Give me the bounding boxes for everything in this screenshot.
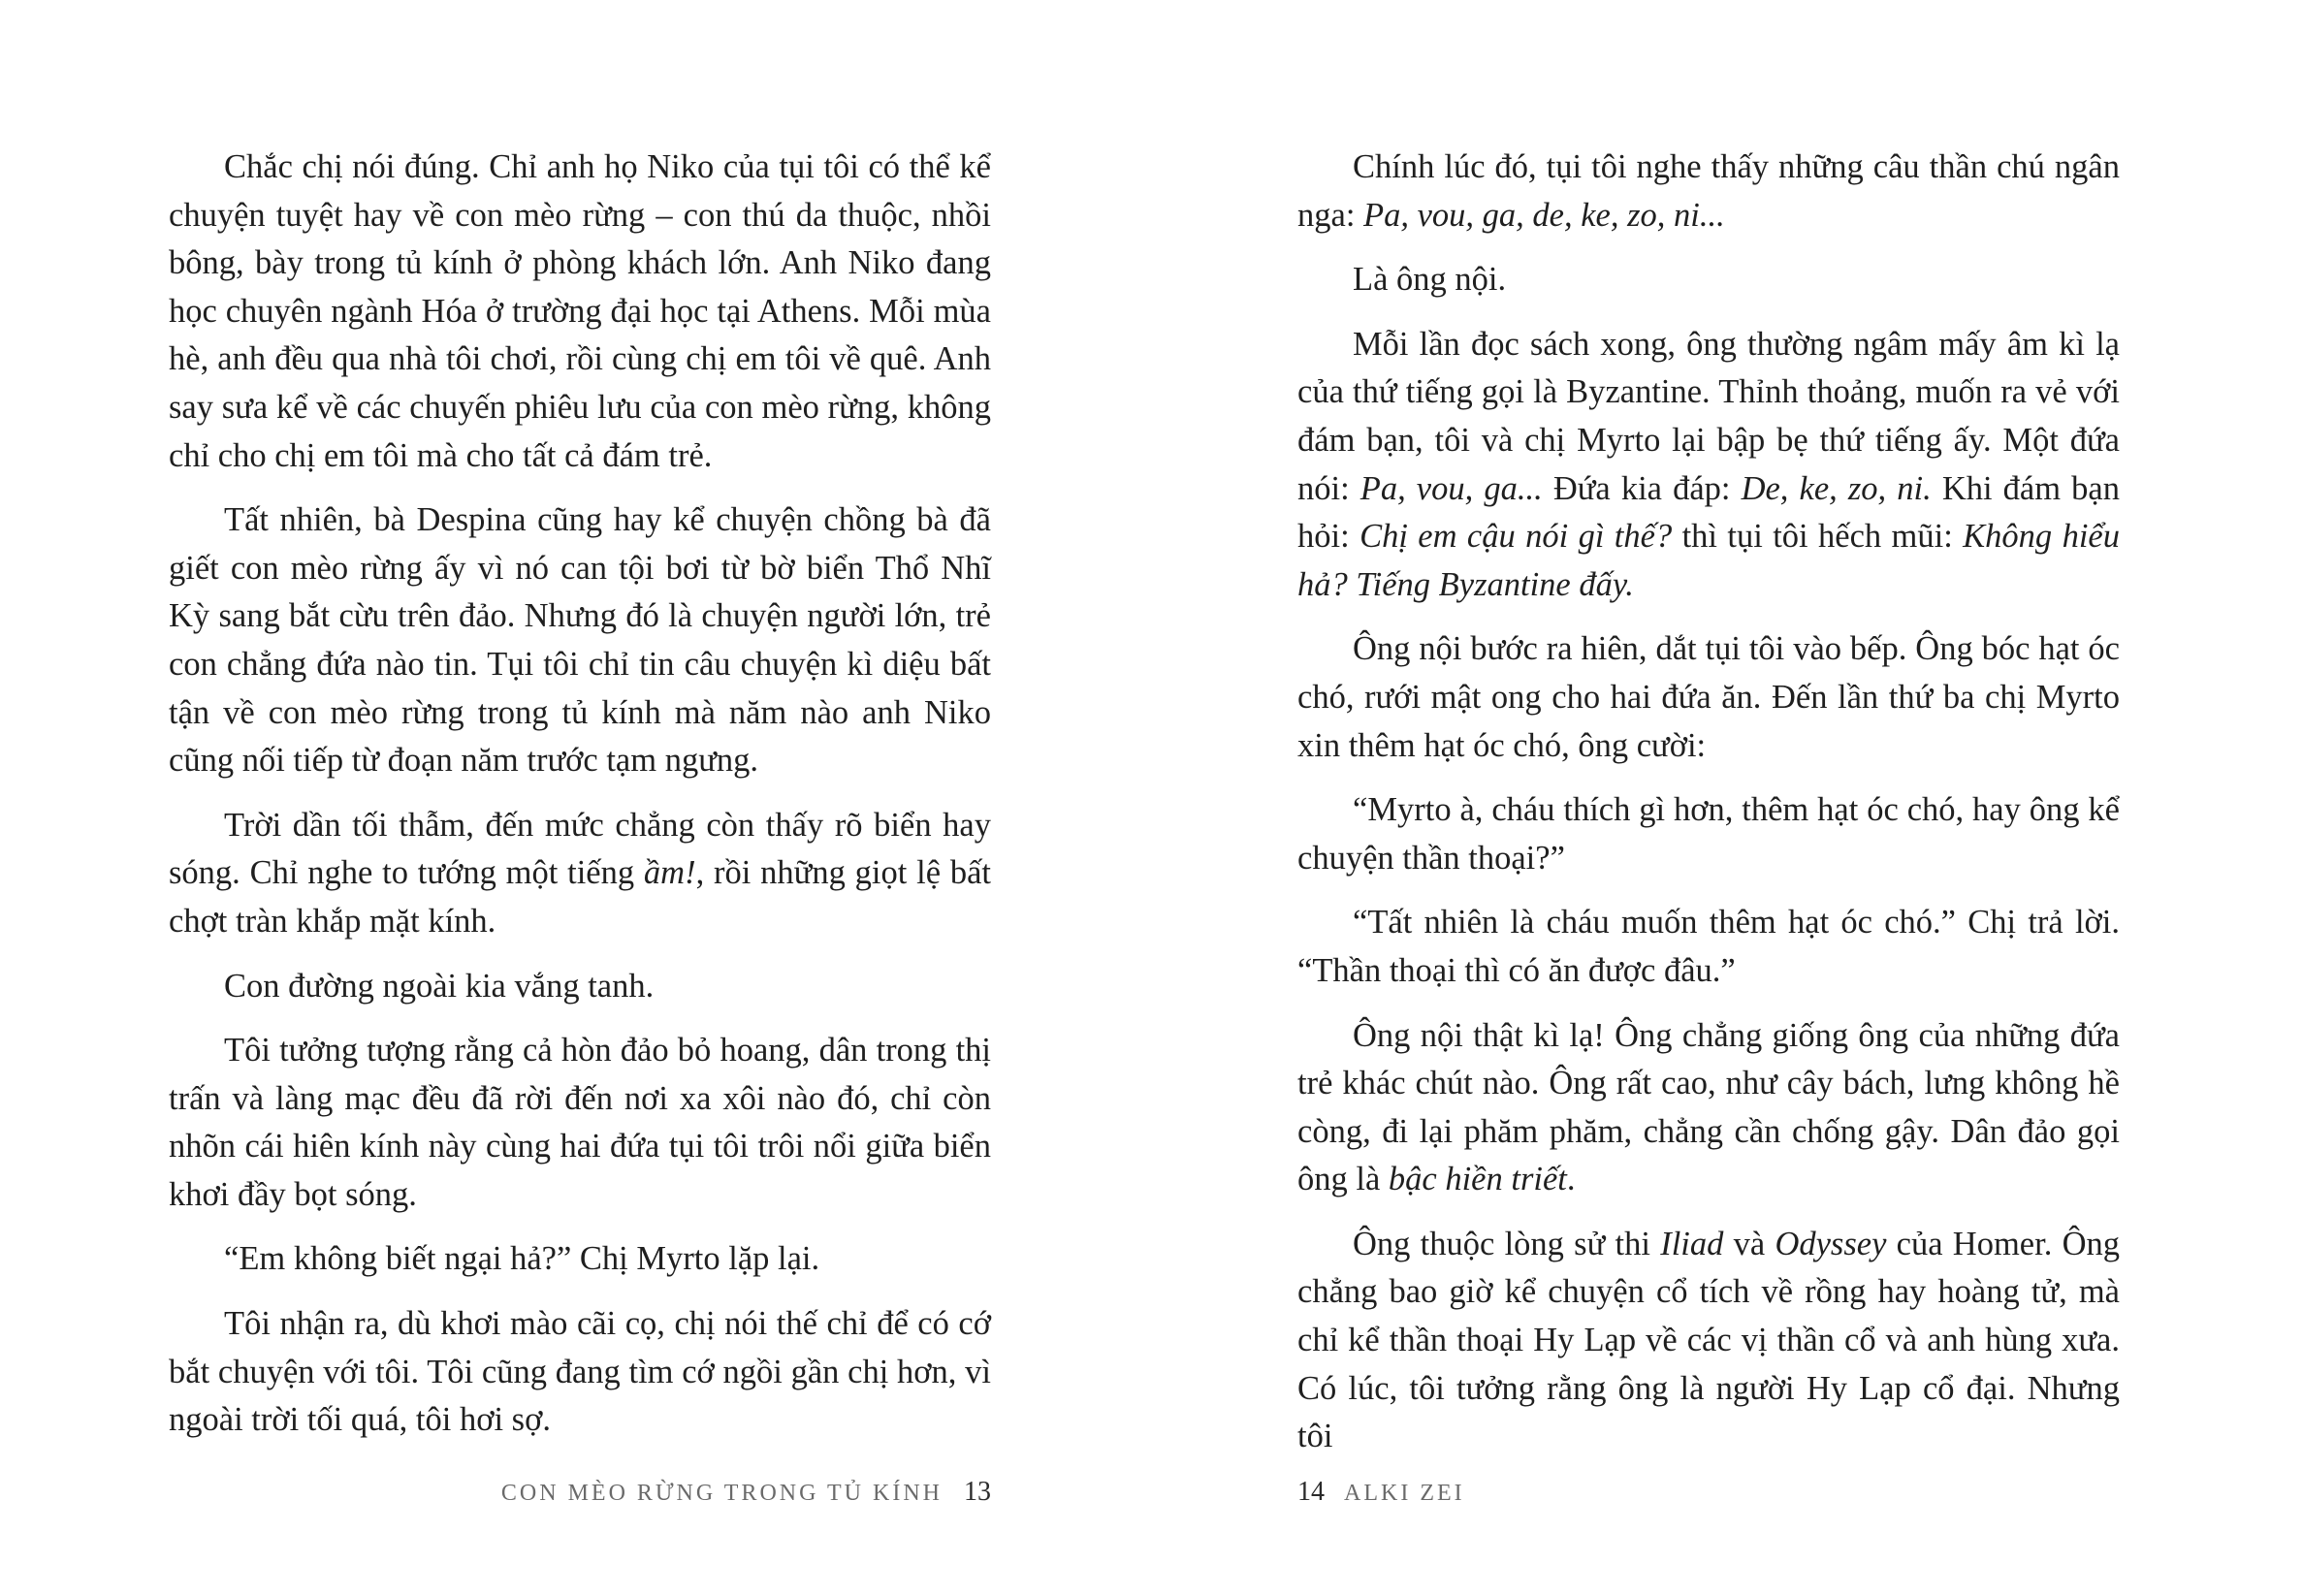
italic-text: bậc hiền triết bbox=[1388, 1161, 1567, 1198]
paragraph bbox=[169, 802, 991, 946]
paragraph bbox=[1297, 1221, 2120, 1461]
right-page bbox=[1151, 0, 2303, 1596]
paragraph-text: Trời dần tối thẫm, đến mức chẳng còn thấy rõ biển hay sóng. Chỉ nghe to tướng một tiếng bbox=[169, 806, 991, 892]
paragraph-text: Ông nội bước ra hiên, dắt tụi tôi vào bếp. Ông bóc hạt óc chó, rưới mật ong cho hai đứa ăn. Đến lần thứ ba chị Myrto xin thêm hạt óc chó, ông cười: bbox=[1297, 630, 2120, 764]
paragraph bbox=[1297, 256, 2120, 304]
paragraph bbox=[1297, 899, 2120, 995]
paragraph bbox=[1297, 321, 2120, 610]
italic-text: De, ke, zo, ni. bbox=[1741, 469, 1932, 507]
paragraph-text: “Tất nhiên là cháu muốn thêm hạt óc chó.” Chị trả lời. “Thần thoại thì có ăn được đâu.” bbox=[1297, 904, 2120, 989]
page-number: 14 bbox=[1297, 1477, 1325, 1507]
italic-text: Chị em cậu nói gì thế? bbox=[1359, 518, 1673, 556]
right-page-footer bbox=[1297, 1477, 1465, 1508]
paragraph-text: Đứa kia đáp: bbox=[1542, 469, 1742, 507]
paragraph-text: Ông thuộc lòng sử thi bbox=[1353, 1225, 1661, 1262]
italic-text: Pa, vou, ga... bbox=[1359, 469, 1543, 507]
left-page bbox=[0, 0, 1151, 1596]
italic-text: Không hiểu hả? Tiếng Byzantine đấy. bbox=[1297, 518, 2120, 603]
paragraph-text: Tôi tưởng tượng rằng cả hòn đảo bỏ hoang, dân trong thị trấn và làng mạc đều đã rời đến nơi xa xôi nào đó, chỉ còn nhõn cái hiên kính này cùng hai đứa tụi tôi trôi nổi giữa biển khơi đầy bọt sóng. bbox=[169, 1032, 991, 1213]
paragraph bbox=[1297, 625, 2120, 770]
running-title: ALKI ZEI bbox=[1344, 1481, 1465, 1506]
paragraph-text: , rồi những giọt lệ bất chợt tràn khắp mặt kính. bbox=[169, 854, 991, 940]
paragraph-text: thì tụi tôi hếch mũi: bbox=[1672, 518, 1964, 556]
paragraph bbox=[169, 496, 991, 785]
italic-text: Pa, vou, ga, de, ke, zo, ni... bbox=[1363, 196, 1725, 234]
paragraph-text: . bbox=[1566, 1161, 1576, 1198]
paragraph bbox=[169, 1027, 991, 1219]
paragraph-text: Tôi nhận ra, dù khơi mào cãi cọ, chị nói thế chỉ để có cớ bắt chuyện với tôi. Tôi cũng đang tìm cớ ngồi gần chị hơn, vì ngoài trời tối quá, tôi hơi sợ. bbox=[169, 1305, 991, 1439]
paragraph-text: Tất nhiên, bà Despina cũng hay kể chuyện chồng bà đã giết con mèo rừng ấy vì nó can tội bơi từ bờ biển Thổ Nhĩ Kỳ sang bắt cừu trên đảo. Nhưng đó là chuyện người lớn, trẻ con chẳng đứa nào tin. Tụi tôi chỉ tin câu chuyện kì diệu bất tận về con mèo rừng trong tủ kính mà năm nào anh Niko cũng nối tiếp từ đoạn năm trước tạm ngưng. bbox=[169, 501, 991, 780]
paragraph-text: Chính lúc đó, tụi tôi nghe thấy những câu thần chú ngân nga: bbox=[1297, 148, 2120, 234]
paragraph bbox=[169, 1300, 991, 1445]
paragraph bbox=[1297, 144, 2120, 239]
paragraph-text: Con đường ngoài kia vắng tanh. bbox=[224, 967, 655, 1005]
paragraph bbox=[1297, 1012, 2120, 1204]
paragraph bbox=[169, 144, 991, 480]
paragraph-text: Chắc chị nói đúng. Chỉ anh họ Niko của tụi tôi có thể kể chuyện tuyệt hay về con mèo rừng – con thú da thuộc, nhồi bông, bày trong tủ kính ở phòng khách lớn. Anh Niko đang học chuyên ngành Hóa ở trường đại học tại Athens. Mỗi mùa hè, anh đều qua nhà tôi chơi, rồi cùng chị em tôi về quê. Anh say sưa kể về các chuyến phiêu lưu của con mèo rừng, không chỉ cho chị em tôi mà cho tất cả đám trẻ. bbox=[169, 148, 991, 474]
italic-text: ầm! bbox=[643, 854, 696, 892]
paragraph-text: “Myrto à, cháu thích gì hơn, thêm hạt óc chó, hay ông kể chuyện thần thoại?” bbox=[1297, 791, 2120, 877]
paragraph-text: Là ông nội. bbox=[1353, 261, 1507, 299]
paragraph-text: của Homer. Ông chẳng bao giờ kể chuyện cổ tích về rồng hay hoàng tử, mà chỉ kể thần thoại Hy Lạp về các vị thần cổ và anh hùng xưa. Có lúc, tôi tưởng rằng ông là người Hy Lạp cổ đại. Nhưng tôi bbox=[1297, 1225, 2120, 1455]
page-number: 13 bbox=[964, 1477, 991, 1507]
paragraph bbox=[169, 1235, 991, 1284]
paragraph-text: Khi đám bạn hỏi: bbox=[1297, 469, 2120, 556]
running-title: CON MÈO RỪNG TRONG TỦ KÍNH bbox=[500, 1481, 943, 1506]
paragraph-text: “Em không biết ngại hả?” Chị Myrto lặp lại. bbox=[224, 1240, 820, 1278]
right-page-body bbox=[1297, 144, 2120, 1461]
italic-text: Odyssey bbox=[1775, 1225, 1887, 1262]
left-page-body bbox=[169, 144, 991, 1445]
paragraph-text: Ông nội thật kì lạ! Ông chẳng giống ông của những đứa trẻ khác chút nào. Ông rất cao, như cây bách, lưng không hề còng, đi lại phăm phăm, chẳng cần chống gậy. Dân đảo gọi ông là bbox=[1297, 1016, 2120, 1198]
paragraph-text: và bbox=[1723, 1225, 1775, 1262]
italic-text: Iliad bbox=[1660, 1225, 1724, 1262]
paragraph-text: Mỗi lần đọc sách xong, ông thường ngâm mấy âm kì lạ của thứ tiếng gọi là Byzantine. Thỉnh thoảng, muốn ra vẻ với đám bạn, tôi và chị Myrto lại bập bẹ thứ tiếng ấy. Một đứa nói: bbox=[1297, 325, 2120, 507]
left-page-footer bbox=[501, 1477, 991, 1508]
paragraph bbox=[1297, 786, 2120, 882]
paragraph bbox=[169, 963, 991, 1011]
